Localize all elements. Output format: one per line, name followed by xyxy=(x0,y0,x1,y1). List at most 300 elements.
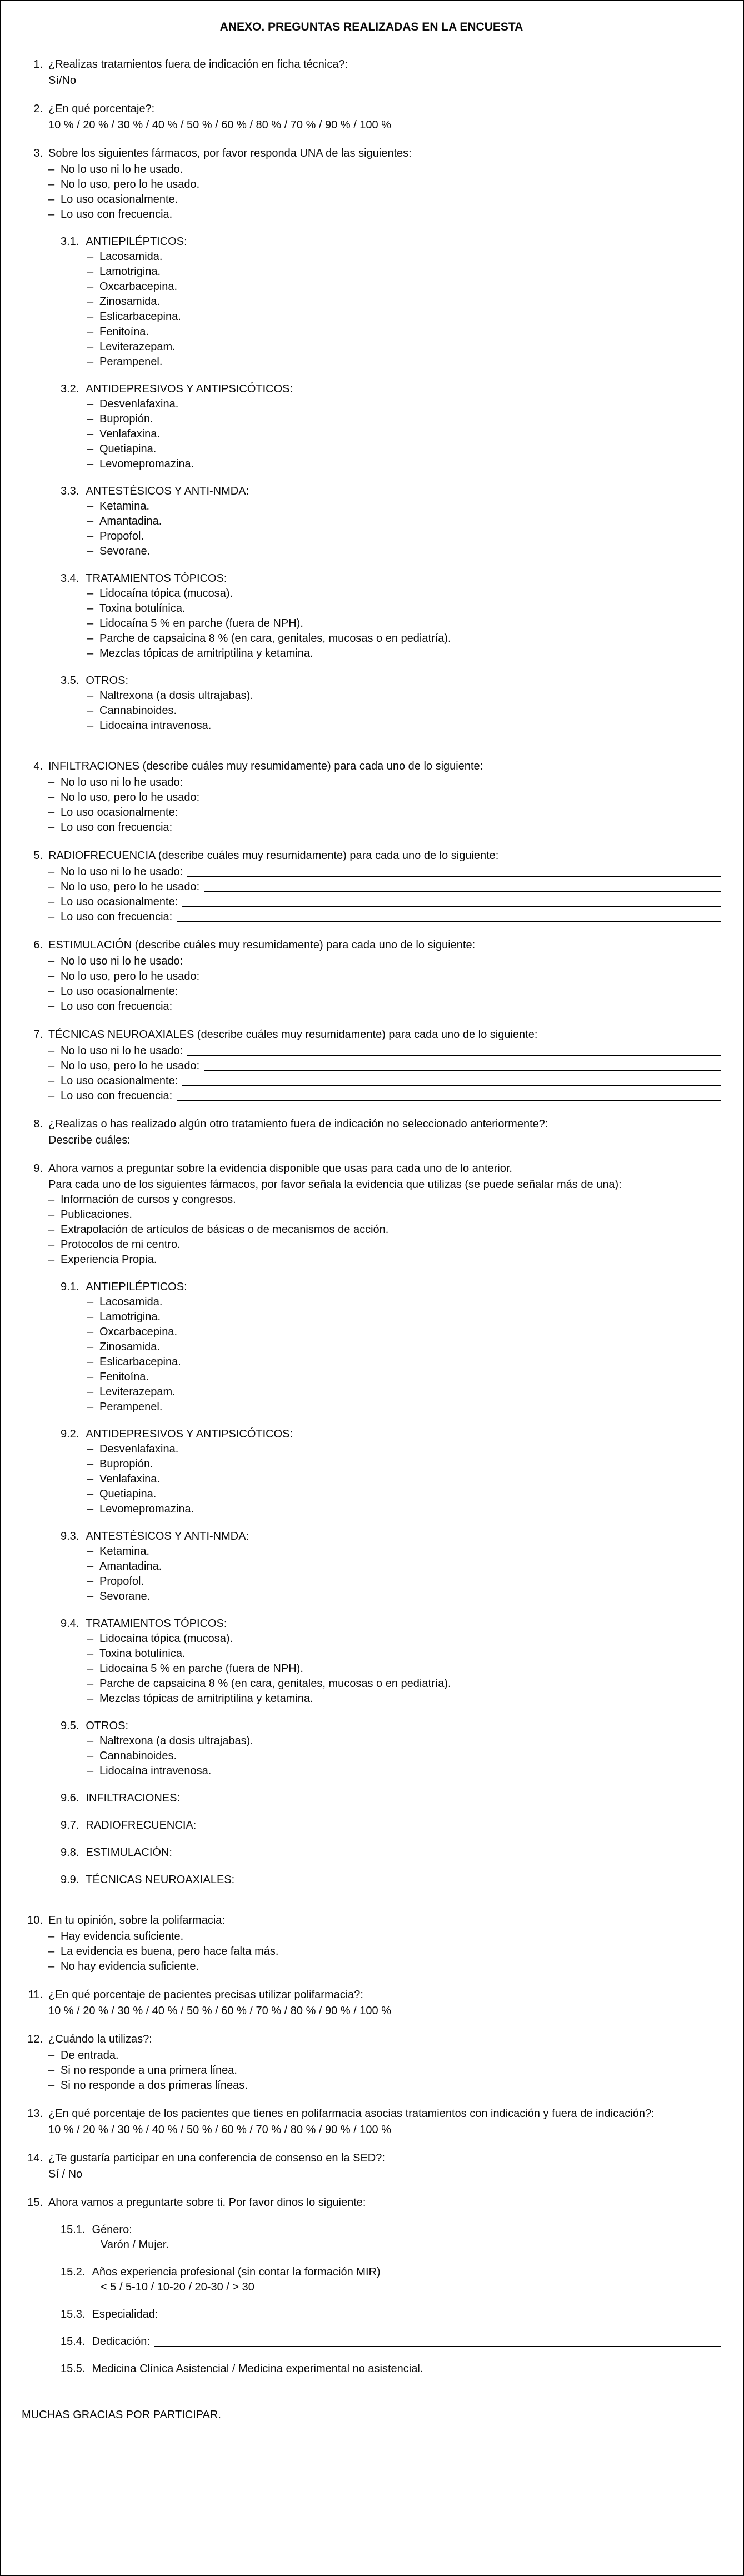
subquestion xyxy=(61,2307,721,2322)
list-item-text: Lidocaína intravenosa. xyxy=(99,720,212,732)
dash-marker: – xyxy=(87,1678,94,1690)
list-item-text: No lo uso ni lo he usado: xyxy=(61,1045,183,1057)
list-item xyxy=(87,249,721,264)
list-item-text: Perampenel. xyxy=(99,356,163,368)
fill-in-line xyxy=(199,880,721,895)
dash-marker: – xyxy=(48,970,55,983)
subquestion xyxy=(61,1791,721,1806)
dash-marker: – xyxy=(87,458,94,471)
dash-marker: – xyxy=(87,1341,94,1354)
fill-in-line xyxy=(172,1089,721,1104)
subquestion-heading xyxy=(61,1873,721,1888)
dash-marker: – xyxy=(48,806,55,819)
subquestion-heading xyxy=(61,2362,721,2377)
list-item xyxy=(87,1457,721,1472)
list-item xyxy=(87,1355,721,1370)
answer-options: Sí / No xyxy=(48,2168,83,2181)
list-item xyxy=(87,601,721,616)
fill-in-line xyxy=(183,954,721,969)
subquestion-number: 15.4. xyxy=(61,2335,86,2348)
list-item xyxy=(48,910,721,925)
question-content xyxy=(48,938,721,1014)
subquestion-items xyxy=(87,1295,721,1415)
question xyxy=(22,759,721,835)
subquestion-heading xyxy=(61,1529,721,1544)
list-item-text: Quetiapina. xyxy=(99,443,157,456)
question-number: 3. xyxy=(33,147,43,160)
list-item xyxy=(87,1749,721,1764)
question xyxy=(22,102,721,133)
subquestion-heading xyxy=(61,2265,721,2280)
subquestion-answer xyxy=(101,2238,721,2253)
list-item-text: Información de cursos y congresos. xyxy=(61,1194,236,1206)
answer-options: Sí/No xyxy=(48,74,77,87)
dash-marker: – xyxy=(87,398,94,411)
list-item xyxy=(87,1295,721,1310)
list-item-text: Fenitoína. xyxy=(99,326,149,338)
list-item-text: Mezclas tópicas de amitriptilina y ketamina. xyxy=(99,647,313,660)
dash-marker: – xyxy=(48,1930,55,1943)
list-item xyxy=(87,1691,721,1706)
list-item xyxy=(87,355,721,370)
list-item-text: Amantadina. xyxy=(99,1560,162,1573)
list-item-text: Cannabinoides. xyxy=(99,705,177,717)
question-number: 10. xyxy=(27,1914,43,1927)
list-item-text: Quetiapina. xyxy=(99,1488,157,1501)
subquestion-title: ANTESTÉSICOS Y ANTI-NMDA: xyxy=(86,485,249,498)
list-item xyxy=(87,1574,721,1589)
dash-marker: – xyxy=(87,632,94,645)
list-item xyxy=(87,1340,721,1355)
dash-marker: – xyxy=(87,1735,94,1748)
dash-marker: – xyxy=(48,1075,55,1087)
list-item-text: No lo uso, pero lo he usado. xyxy=(61,178,200,191)
list-item xyxy=(48,1959,721,1974)
subquestion-items xyxy=(87,397,721,472)
subquestion-title: ANTIEPILÉPTICOS: xyxy=(86,236,187,248)
subquestion-items xyxy=(87,249,721,370)
dash-marker: – xyxy=(87,500,94,513)
subquestion-number: 9.8. xyxy=(61,1846,79,1859)
list-item-text: Lidocaína tópica (mucosa). xyxy=(99,1633,233,1645)
question-number: 5. xyxy=(33,850,43,862)
fill-in-line xyxy=(199,790,721,805)
subquestion-number: 3.2. xyxy=(61,383,79,396)
subquestion-heading xyxy=(61,571,721,586)
list-item-text: Ketamina. xyxy=(99,500,150,513)
subquestion-heading xyxy=(61,234,721,249)
dash-marker: – xyxy=(87,1633,94,1645)
list-item-text: Naltrexona (a dosis ultrajabas). xyxy=(99,690,253,702)
fill-in-line xyxy=(131,1133,721,1148)
list-item-text: Lo uso ocasionalmente. xyxy=(61,193,178,206)
dash-marker: – xyxy=(87,1693,94,1705)
subquestion xyxy=(61,1427,721,1517)
list-item-text: Oxcarbacepina. xyxy=(99,281,178,293)
question-text: Ahora vamos a preguntar sobre la evidencia disponible que usas para cada uno de lo anterior. xyxy=(48,1162,512,1175)
dash-marker: – xyxy=(87,1503,94,1516)
dash-marker: – xyxy=(87,1356,94,1369)
subquestion xyxy=(61,1818,721,1833)
dash-marker: – xyxy=(48,896,55,908)
dash-marker: – xyxy=(87,515,94,528)
list-item-text: Zinosamida. xyxy=(99,296,160,308)
list-item-text: Lo uso ocasionalmente: xyxy=(61,806,178,819)
dash-marker: – xyxy=(48,2049,55,2062)
fill-in-line xyxy=(178,895,721,910)
dash-marker: – xyxy=(48,1960,55,1973)
list-item xyxy=(87,264,721,279)
question-text: ¿Realizas o has realizado algún otro tratamiento fuera de indicación no seleccionado anteriormente?: xyxy=(48,1118,548,1131)
list-item xyxy=(87,427,721,442)
fill-in-line xyxy=(178,1074,721,1089)
list-item xyxy=(87,442,721,457)
list-item xyxy=(87,703,721,718)
dash-marker: – xyxy=(87,1473,94,1486)
question-content xyxy=(48,759,721,835)
question-content xyxy=(48,1117,721,1148)
list-item xyxy=(87,1589,721,1604)
subquestion-title: ESTIMULACIÓN: xyxy=(86,1846,172,1859)
list-item xyxy=(48,192,721,207)
list-item xyxy=(87,514,721,529)
dash-marker: – xyxy=(48,2064,55,2077)
question xyxy=(22,938,721,1014)
list-item-text: Perampenel. xyxy=(99,1401,163,1414)
dash-marker: – xyxy=(87,1326,94,1339)
dash-marker: – xyxy=(87,296,94,308)
dash-marker: – xyxy=(87,1648,94,1660)
list-item xyxy=(48,2063,721,2078)
list-item xyxy=(48,1089,721,1104)
question xyxy=(22,1988,721,2019)
list-item xyxy=(87,499,721,514)
dash-marker: – xyxy=(48,911,55,923)
list-item xyxy=(87,544,721,559)
fill-in-line xyxy=(183,775,721,790)
question-number: 12. xyxy=(27,2033,43,2046)
subquestion xyxy=(61,2334,721,2349)
list-item-text: No hay evidencia suficiente. xyxy=(61,1960,199,1973)
list-item-text: Leviterazepam. xyxy=(99,341,176,353)
list-item xyxy=(87,1676,721,1691)
list-item-text: Desvenlafaxina. xyxy=(99,398,179,411)
list-item xyxy=(48,1044,721,1059)
dash-marker: – xyxy=(87,1371,94,1384)
list-item-text: No lo uso, pero lo he usado: xyxy=(61,791,200,804)
question xyxy=(22,2032,721,2093)
list-item-text: La evidencia es buena, pero hace falta más. xyxy=(61,1945,279,1958)
question-number: 7. xyxy=(33,1029,43,1041)
question-content xyxy=(48,2106,721,2138)
list-item xyxy=(87,616,721,631)
question-content xyxy=(48,2151,721,2182)
list-item xyxy=(48,775,721,790)
dash-marker: – xyxy=(48,776,55,789)
fill-in-line xyxy=(172,820,721,835)
question-list xyxy=(22,57,721,2389)
list-item-text: No lo uso, pero lo he usado: xyxy=(61,881,200,893)
dash-marker: – xyxy=(87,1296,94,1309)
dash-marker: – xyxy=(87,1545,94,1558)
list-item-text: Naltrexona (a dosis ultrajabas). xyxy=(99,1735,253,1748)
list-item-text: Experiencia Propia. xyxy=(61,1254,157,1266)
document-title: ANEXO. PREGUNTAS REALIZADAS EN LA ENCUESTA xyxy=(219,21,523,33)
list-item xyxy=(48,162,721,177)
question-text: En tu opinión, sobre la polifarmacia: xyxy=(48,1914,225,1927)
subquestion-items xyxy=(87,1734,721,1779)
dash-marker: – xyxy=(48,193,55,206)
question-content xyxy=(48,146,721,746)
subquestion-number: 3.3. xyxy=(61,485,79,498)
question-content xyxy=(48,2195,721,2389)
subquestion-answer xyxy=(101,2280,721,2295)
list-item-text: Si no responde a dos primeras líneas. xyxy=(61,2079,248,2092)
subquestion-heading xyxy=(61,1616,721,1631)
question-text: ¿Realizas tratamientos fuera de indicación en ficha técnica?: xyxy=(48,58,348,71)
document-footer: MUCHAS GRACIAS POR PARTICIPAR. xyxy=(22,2409,221,2422)
subquestion-items xyxy=(87,688,721,733)
question xyxy=(22,1161,721,1900)
list-item xyxy=(87,1472,721,1487)
list-item-text: Ketamina. xyxy=(99,1545,150,1558)
question-content xyxy=(48,1161,721,1900)
list-item xyxy=(48,1074,721,1089)
question-content xyxy=(48,2032,721,2093)
list-item xyxy=(48,880,721,895)
list-item-text: Lamotrigina. xyxy=(99,266,161,278)
subquestion-number: 15.5. xyxy=(61,2363,86,2375)
dash-marker: – xyxy=(48,163,55,176)
list-item-text: Lacosamida. xyxy=(99,251,163,263)
list-item-text: Venlafaxina. xyxy=(99,428,160,441)
subquestion-title: ANTIEPILÉPTICOS: xyxy=(86,1281,187,1294)
list-item xyxy=(48,1222,721,1237)
subquestion-number: 9.2. xyxy=(61,1428,79,1441)
dash-marker: – xyxy=(87,1488,94,1501)
question xyxy=(22,146,721,746)
question-content xyxy=(48,848,721,925)
list-item-text: Bupropión. xyxy=(99,1458,153,1471)
dash-marker: – xyxy=(48,1209,55,1221)
list-item xyxy=(48,2078,721,2093)
question-content xyxy=(48,1988,721,2019)
subquestion xyxy=(61,1719,721,1779)
subquestion xyxy=(61,484,721,559)
dash-marker: – xyxy=(48,1045,55,1057)
subquestion-heading xyxy=(61,1280,721,1295)
list-item-text: Lo uso con frecuencia. xyxy=(61,208,173,221)
dash-marker: – xyxy=(87,1765,94,1778)
list-item-text: Eslicarbacepina. xyxy=(99,1356,181,1369)
dash-marker: – xyxy=(87,251,94,263)
list-item-text: Leviterazepam. xyxy=(99,1386,176,1399)
subquestion-title: TÉCNICAS NEUROAXIALES: xyxy=(86,1874,235,1886)
question-content xyxy=(48,1913,721,1974)
subquestion xyxy=(61,2265,721,2295)
subquestion-number: 9.9. xyxy=(61,1874,79,1886)
list-item-text: No lo uso, pero lo he usado: xyxy=(61,1060,200,1072)
fill-in-line xyxy=(199,1059,721,1074)
list-item-text: No lo uso ni lo he usado: xyxy=(61,776,183,789)
list-item-text: Lidocaína 5 % en parche (fuera de NPH). xyxy=(99,1663,303,1675)
subquestion-title: Especialidad: xyxy=(92,2308,158,2321)
list-item-text: Lacosamida. xyxy=(99,1296,163,1309)
question-number: 2. xyxy=(33,103,43,116)
dash-marker: – xyxy=(87,1443,94,1456)
list-item xyxy=(48,790,721,805)
list-item xyxy=(48,1252,721,1267)
list-item xyxy=(48,999,721,1014)
list-item-text: Hay evidencia suficiente. xyxy=(61,1930,184,1943)
subquestion xyxy=(61,234,721,370)
subquestion-heading xyxy=(61,2223,721,2238)
fill-in-line xyxy=(172,999,721,1014)
subquestion-number: 3.5. xyxy=(61,675,79,687)
question-text: Sobre los siguientes fármacos, por favor responda UNA de las siguientes: xyxy=(48,147,412,160)
list-item xyxy=(48,1929,721,1944)
dash-marker: – xyxy=(87,1311,94,1324)
subquestion xyxy=(61,1280,721,1415)
list-item-text: Lo uso con frecuencia: xyxy=(61,1000,173,1013)
list-item xyxy=(87,457,721,472)
dash-marker: – xyxy=(48,1254,55,1266)
question-number: 6. xyxy=(33,939,43,952)
list-item xyxy=(48,177,721,192)
question xyxy=(22,1913,721,1974)
list-item-text: Levomepromazina. xyxy=(99,1503,194,1516)
list-item-text: Lo uso con frecuencia: xyxy=(61,1090,173,1102)
list-item-text: Venlafaxina. xyxy=(99,1473,160,1486)
subquestion-title: OTROS: xyxy=(86,1720,129,1733)
subquestion-items xyxy=(87,1544,721,1604)
list-item xyxy=(87,529,721,544)
question-text: ESTIMULACIÓN (describe cuáles muy resumidamente) para cada uno de lo siguiente: xyxy=(48,939,476,952)
list-item xyxy=(48,895,721,910)
question xyxy=(22,2195,721,2389)
question xyxy=(22,57,721,88)
list-item-text: Amantadina. xyxy=(99,515,162,528)
list-item-text: Mezclas tópicas de amitriptilina y ketamina. xyxy=(99,1693,313,1705)
list-item-text: Toxina botulínica. xyxy=(99,1648,186,1660)
list-item-text: Levomepromazina. xyxy=(99,458,194,471)
list-item xyxy=(87,1661,721,1676)
dash-marker: – xyxy=(48,821,55,834)
fill-in-line xyxy=(199,969,721,984)
question-content xyxy=(48,57,721,88)
list-item-text: Bupropión. xyxy=(99,413,153,426)
subquestion-title: ANTIDEPRESIVOS Y ANTIPSICÓTICOS: xyxy=(86,383,293,396)
fill-in-line xyxy=(178,984,721,999)
dash-marker: – xyxy=(87,266,94,278)
list-item xyxy=(87,1487,721,1502)
list-item xyxy=(87,309,721,325)
list-item-text: Lidocaína tópica (mucosa). xyxy=(99,587,233,600)
dash-marker: – xyxy=(87,602,94,615)
list-item-text: Protocolos de mi centro. xyxy=(61,1239,181,1251)
question-number: 9. xyxy=(33,1162,43,1175)
subquestion xyxy=(61,1873,721,1888)
dash-marker: – xyxy=(87,1575,94,1588)
list-item xyxy=(87,294,721,309)
list-item xyxy=(87,718,721,733)
dash-marker: – xyxy=(87,587,94,600)
subquestion-items xyxy=(87,586,721,661)
dash-marker: – xyxy=(87,1750,94,1763)
list-item-text: Parche de capsaicina 8 % (en cara, genitales, mucosas o en pediatría). xyxy=(99,1678,451,1690)
list-item xyxy=(48,865,721,880)
question-number: 15. xyxy=(27,2196,43,2209)
list-item xyxy=(48,1944,721,1959)
list-item xyxy=(87,1370,721,1385)
list-item xyxy=(87,1442,721,1457)
list-item xyxy=(87,1544,721,1559)
subquestion-number: 9.6. xyxy=(61,1792,79,1805)
list-item-text: Zinosamida. xyxy=(99,1341,160,1354)
subquestion xyxy=(61,571,721,661)
subquestion xyxy=(61,1845,721,1860)
list-item xyxy=(87,340,721,355)
dash-marker: – xyxy=(48,791,55,804)
subquestion xyxy=(61,2223,721,2253)
subquestion-items xyxy=(87,1442,721,1517)
subquestion-number: 15.2. xyxy=(61,2266,86,2279)
list-item-text: Oxcarbacepina. xyxy=(99,1326,178,1339)
fill-in-row xyxy=(48,1133,721,1148)
list-item-text: No lo uso ni lo he usado. xyxy=(61,163,183,176)
fill-in-line xyxy=(172,910,721,925)
dash-marker: – xyxy=(48,955,55,968)
dash-marker: – xyxy=(48,985,55,998)
subquestion-heading xyxy=(61,1427,721,1442)
list-item xyxy=(48,969,721,984)
answer-options: Varón / Mujer. xyxy=(101,2239,169,2251)
answer-options: 10 % / 20 % / 30 % / 40 % / 50 % / 60 % / 70 % / 80 % / 90 % / 100 % xyxy=(48,2005,392,2018)
question xyxy=(22,1027,721,1104)
dash-marker: – xyxy=(87,705,94,717)
dash-marker: – xyxy=(87,326,94,338)
dash-marker: – xyxy=(87,530,94,543)
subquestion-items xyxy=(87,499,721,559)
list-item-text: Lo uso ocasionalmente: xyxy=(61,1075,178,1087)
question xyxy=(22,848,721,925)
list-item xyxy=(87,1400,721,1415)
list-item-text: De entrada. xyxy=(61,2049,119,2062)
list-item xyxy=(48,984,721,999)
subquestion xyxy=(61,2362,721,2377)
subquestion-title: Medicina Clínica Asistencial / Medicina experimental no asistencial. xyxy=(92,2363,423,2375)
list-item xyxy=(87,1646,721,1661)
list-item xyxy=(87,586,721,601)
list-item xyxy=(87,646,721,661)
dash-marker: – xyxy=(87,311,94,323)
subquestion-number: 15.3. xyxy=(61,2308,86,2321)
list-item xyxy=(48,1059,721,1074)
dash-marker: – xyxy=(48,1239,55,1251)
dash-marker: – xyxy=(87,356,94,368)
list-item-text: Lo uso con frecuencia: xyxy=(61,911,173,923)
subquestion-number: 9.4. xyxy=(61,1618,79,1630)
list-item-text: Lamotrigina. xyxy=(99,1311,161,1324)
subquestion-items xyxy=(87,1631,721,1706)
question xyxy=(22,1117,721,1148)
subquestion-heading xyxy=(61,1845,721,1860)
subquestion-title: Dedicación: xyxy=(92,2335,150,2348)
fill-in-line xyxy=(183,1044,721,1059)
list-item-text: Lidocaína intravenosa. xyxy=(99,1765,212,1778)
dash-marker: – xyxy=(87,1663,94,1675)
subquestion-title: TRATAMIENTOS TÓPICOS: xyxy=(86,572,227,585)
